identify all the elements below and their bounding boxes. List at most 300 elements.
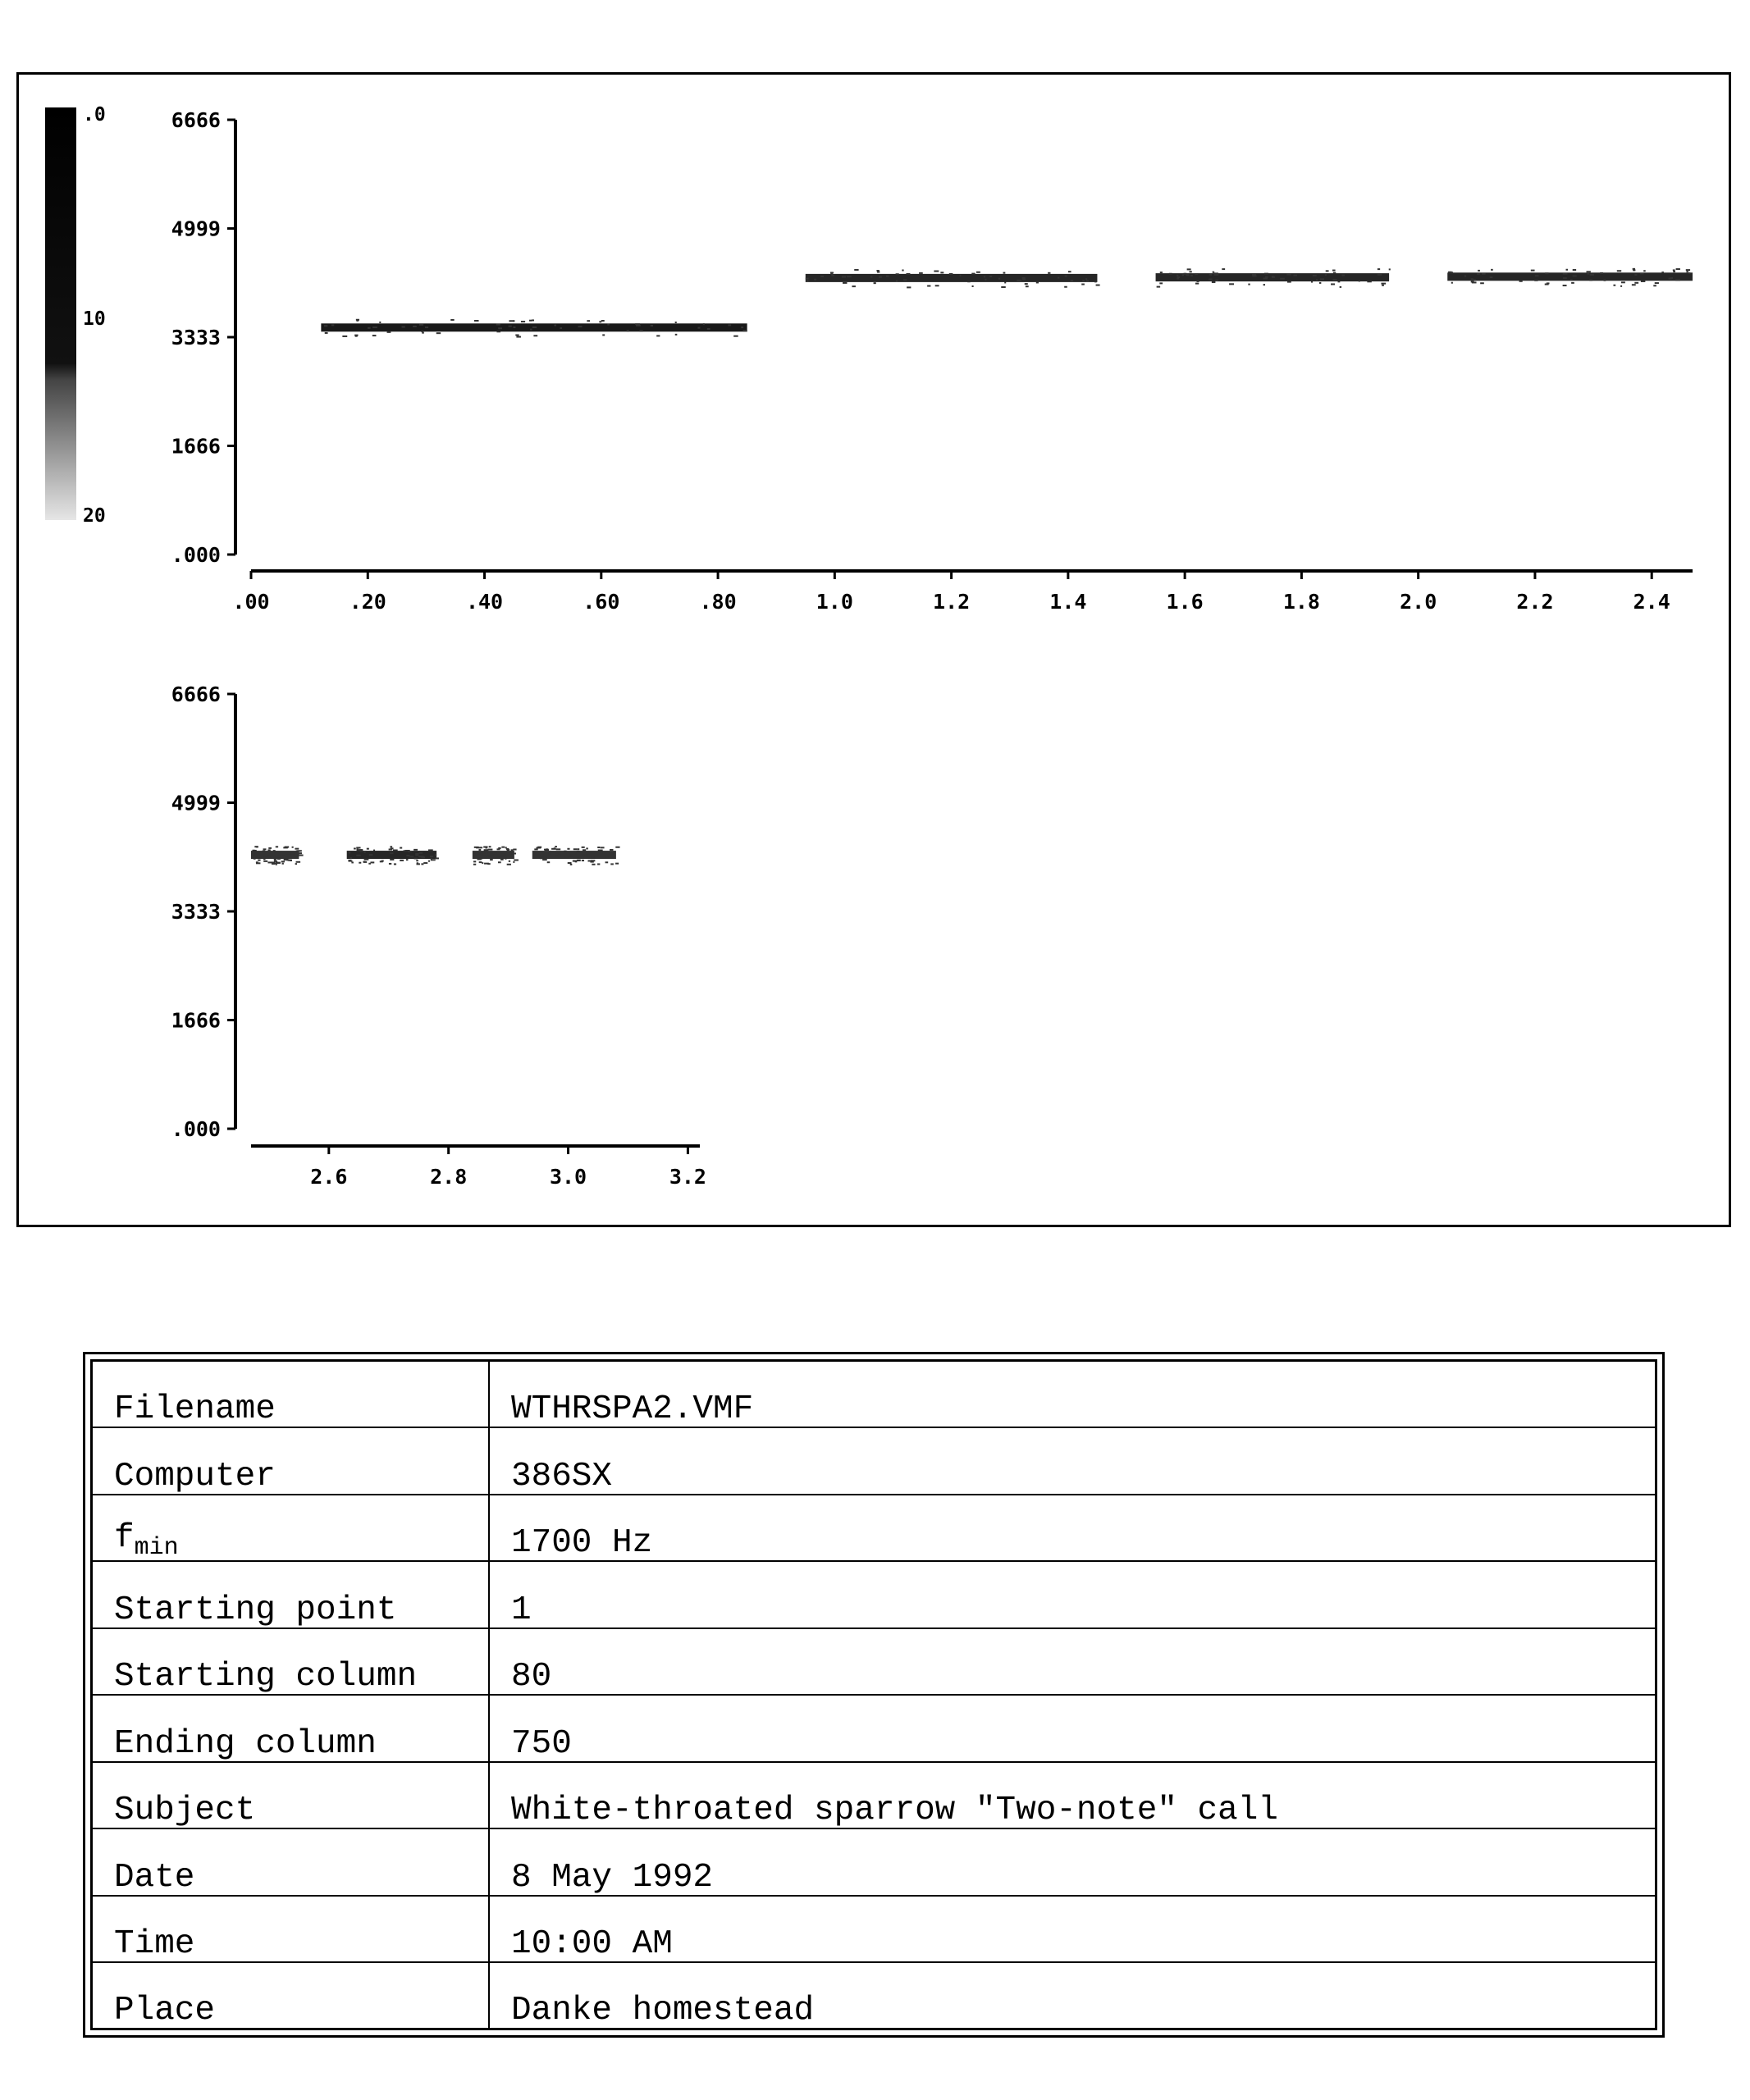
- note-speckle: [536, 847, 541, 849]
- note-speckle: [1534, 280, 1538, 281]
- note-speckle: [487, 849, 492, 851]
- note-speckle: [1600, 272, 1603, 274]
- row-key-time: Time: [92, 1896, 490, 1963]
- note-speckle: [1195, 273, 1198, 275]
- note-speckle: [1085, 278, 1087, 280]
- top-x-tick-label: 1.0: [816, 590, 853, 614]
- note-speckle: [1213, 272, 1215, 273]
- note-speckle: [419, 852, 423, 854]
- note-speckle: [486, 852, 488, 854]
- top-x-tick-label: 2.2: [1516, 590, 1554, 614]
- note-speckle: [567, 848, 569, 850]
- note-speckle: [1287, 281, 1291, 283]
- note-speckle: [428, 861, 430, 862]
- note-speckle: [1229, 283, 1234, 285]
- note-speckle: [1081, 284, 1085, 285]
- note-speckle: [501, 853, 504, 855]
- note-speckle: [1634, 274, 1637, 276]
- note-speckle: [1071, 280, 1074, 281]
- note-speckle: [356, 855, 361, 856]
- row-value-starting-column: 80: [489, 1628, 1656, 1696]
- note-speckle: [879, 276, 882, 278]
- top-x-tick-label: 1.2: [933, 590, 971, 614]
- note-speckle: [267, 861, 272, 863]
- row-value-ending-column: 750: [489, 1695, 1656, 1762]
- note-speckle: [605, 856, 609, 857]
- row-key-computer: Computer: [92, 1427, 490, 1495]
- note-speckle: [473, 861, 476, 862]
- note-speckle: [413, 326, 417, 327]
- row-key-filename: Filename: [92, 1361, 490, 1428]
- note-speckle: [741, 326, 743, 328]
- note-speckle: [814, 279, 816, 281]
- note-speckle: [1214, 274, 1219, 276]
- table-row: [92, 1962, 1656, 2029]
- note-speckle: [534, 848, 537, 850]
- table-row: [92, 1828, 1656, 1896]
- note-speckle: [256, 846, 258, 847]
- note-speckle: [425, 326, 428, 328]
- note-speckle: [1316, 279, 1318, 281]
- note-speckle: [416, 860, 418, 861]
- note-speckle: [268, 847, 272, 849]
- note-speckle: [903, 279, 907, 281]
- note-speckle: [1017, 280, 1021, 281]
- note-speckle: [639, 330, 642, 331]
- note-speckle: [299, 855, 304, 856]
- note-speckle: [675, 334, 678, 336]
- note-speckle: [364, 859, 369, 861]
- note-speckle: [391, 847, 394, 849]
- note-speckle: [1048, 272, 1050, 274]
- top-note-3: [1156, 268, 1391, 288]
- top-y-tick-label: .000: [171, 543, 221, 567]
- note-speckle: [482, 853, 485, 855]
- bottom-x-tick-label: 2.8: [430, 1165, 468, 1189]
- note-speckle: [430, 856, 433, 857]
- note-speckle: [282, 863, 284, 865]
- note-speckle: [286, 859, 289, 861]
- note-speckle: [707, 328, 711, 330]
- note-speckle: [1464, 276, 1466, 277]
- note-speckle: [373, 850, 375, 851]
- note-speckle: [1641, 281, 1645, 282]
- row-key-fmin: [92, 1495, 490, 1562]
- spectrogram-panel-top: [171, 108, 1693, 614]
- note-speckle: [874, 282, 876, 284]
- note-speckle: [369, 854, 373, 856]
- note-speckle: [1082, 280, 1085, 281]
- note-speckle: [733, 336, 738, 337]
- note-speckle: [514, 859, 519, 861]
- note-speckle: [542, 859, 547, 861]
- row-value-subject: White-throated sparrow "Two-note" call: [489, 1762, 1656, 1829]
- note-speckle: [507, 864, 511, 865]
- note-speckle: [421, 863, 423, 865]
- note-speckle: [1472, 281, 1477, 283]
- note-speckle: [419, 324, 423, 326]
- note-speckle: [1169, 273, 1172, 275]
- note-speckle: [1177, 275, 1178, 276]
- note-speckle: [406, 855, 409, 856]
- note-speckle: [1620, 285, 1622, 287]
- note-speckle: [1589, 274, 1593, 276]
- note-speckle: [254, 858, 256, 860]
- table-row: [92, 1628, 1656, 1696]
- note-speckle: [513, 326, 515, 328]
- note-speckle: [569, 856, 572, 857]
- note-speckle: [1613, 285, 1615, 286]
- note-speckle: [1065, 275, 1067, 276]
- note-speckle: [587, 860, 592, 861]
- note-speckle: [493, 851, 495, 853]
- note-speckle: [1190, 275, 1193, 276]
- note-speckle: [516, 336, 521, 338]
- top-x-tick-label: .80: [699, 590, 737, 614]
- note-speckle: [296, 861, 301, 863]
- spectrogram-figure: [16, 72, 1731, 1227]
- note-speckle: [473, 853, 475, 855]
- note-speckle: [349, 852, 351, 854]
- note-speckle: [418, 856, 423, 857]
- table-row: [92, 1495, 1656, 1562]
- note-speckle: [540, 857, 542, 859]
- note-speckle: [379, 322, 381, 323]
- note-speckle: [597, 847, 600, 848]
- note-speckle: [488, 855, 491, 856]
- note-speckle: [1640, 272, 1644, 274]
- note-speckle: [1177, 277, 1179, 279]
- row-key-place: Place: [92, 1962, 490, 2029]
- row-key-ending-column: Ending column: [92, 1695, 490, 1762]
- note-speckle: [400, 847, 402, 849]
- legend-label-0: .0: [83, 104, 106, 126]
- top-x-tick-label: 2.0: [1400, 590, 1437, 614]
- note-speckle: [586, 847, 588, 849]
- note-speckle: [1332, 270, 1336, 272]
- note-speckle: [387, 331, 391, 333]
- note-speckle: [902, 269, 903, 271]
- note-speckle: [610, 863, 614, 865]
- note-speckle: [478, 849, 481, 851]
- row-value-place: Danke homestead: [489, 1962, 1656, 2029]
- note-speckle: [295, 848, 299, 850]
- note-speckle: [615, 863, 619, 865]
- note-speckle: [1686, 271, 1688, 272]
- note-speckle: [556, 848, 561, 850]
- note-speckle: [482, 862, 483, 864]
- note-speckle: [372, 326, 377, 328]
- note-speckle: [831, 275, 834, 276]
- table-row: [92, 1695, 1656, 1762]
- bottom-note-2: [347, 846, 439, 865]
- note-speckle: [1036, 281, 1039, 283]
- note-speckle: [1621, 281, 1625, 283]
- row-value-starting-point: 1: [489, 1561, 1656, 1628]
- note-speckle: [533, 335, 537, 336]
- note-speckle: [703, 323, 705, 325]
- note-speckle: [554, 847, 555, 849]
- note-speckle: [277, 862, 281, 864]
- note-speckle: [1490, 276, 1493, 278]
- bottom-note-4: [532, 846, 620, 865]
- note-speckle: [1263, 284, 1265, 285]
- note-speckle: [1209, 274, 1213, 276]
- note-speckle: [486, 847, 487, 849]
- note-speckle: [1643, 270, 1645, 272]
- note-speckle: [1280, 278, 1285, 280]
- fmin-symbol: f: [114, 1518, 135, 1557]
- bottom-x-tick-label: 3.2: [669, 1165, 706, 1189]
- note-speckle: [509, 326, 512, 327]
- note-speckle: [1634, 282, 1638, 284]
- note-speckle: [1338, 281, 1341, 282]
- note-speckle: [1096, 285, 1100, 286]
- note-speckle: [476, 847, 481, 848]
- note-speckle: [1190, 271, 1192, 272]
- note-speckle: [263, 861, 267, 862]
- note-speckle: [511, 849, 514, 851]
- note-speckle: [1212, 281, 1216, 283]
- note-speckle: [1209, 279, 1212, 281]
- note-speckle: [1004, 281, 1006, 283]
- note-speckle: [1571, 282, 1574, 284]
- note-speckle: [1378, 268, 1380, 270]
- note-speckle: [414, 849, 418, 851]
- bottom-y-tick-label: .000: [171, 1117, 221, 1141]
- note-speckle: [435, 857, 438, 859]
- note-speckle: [1186, 274, 1190, 276]
- row-key-starting-point: Starting point: [92, 1561, 490, 1628]
- spectrogram-canvas: [19, 75, 1729, 1225]
- note-speckle: [598, 850, 603, 851]
- note-speckle: [940, 272, 944, 273]
- note-speckle: [1058, 277, 1059, 279]
- note-core: [806, 274, 1098, 282]
- note-speckle: [282, 855, 285, 856]
- note-speckle: [390, 859, 394, 861]
- note-speckle: [252, 856, 256, 858]
- note-speckle: [1320, 278, 1324, 280]
- note-speckle: [474, 320, 479, 322]
- note-speckle: [370, 861, 374, 863]
- note-speckle: [272, 863, 275, 865]
- note-speckle: [356, 320, 359, 322]
- row-value-computer: 386SX: [489, 1427, 1656, 1495]
- note-speckle: [414, 857, 418, 859]
- row-value-time: 10:00 AM: [489, 1896, 1656, 1963]
- note-speckle: [1563, 285, 1567, 286]
- note-speckle: [254, 850, 257, 851]
- note-speckle: [555, 854, 559, 856]
- spectrogram-panel-bottom: [171, 682, 706, 1189]
- note-speckle: [1265, 276, 1268, 278]
- note-speckle: [1215, 280, 1218, 281]
- note-speckle: [1655, 282, 1659, 284]
- note-speckle: [601, 847, 605, 848]
- note-speckle: [495, 856, 499, 857]
- note-speckle: [558, 854, 560, 856]
- top-x-tick-label: 2.4: [1633, 590, 1670, 614]
- note-speckle: [1686, 269, 1690, 271]
- note-speckle: [281, 861, 285, 862]
- row-key-subject: Subject: [92, 1762, 490, 1829]
- note-speckle: [1545, 272, 1548, 274]
- table-row: [92, 1762, 1656, 1829]
- top-note-2: [806, 269, 1100, 288]
- note-speckle: [1286, 274, 1291, 276]
- note-speckle: [493, 853, 496, 855]
- note-speckle: [267, 849, 270, 851]
- note-speckle: [1003, 272, 1006, 274]
- note-speckle: [843, 282, 847, 284]
- note-speckle: [292, 847, 294, 848]
- note-speckle: [415, 855, 418, 856]
- note-speckle: [906, 273, 910, 275]
- note-speckle: [573, 848, 578, 850]
- note-speckle: [1675, 279, 1680, 281]
- note-speckle: [480, 847, 482, 848]
- note-speckle: [274, 859, 276, 861]
- note-speckle: [263, 858, 265, 860]
- note-speckle: [1331, 283, 1335, 285]
- top-note-4: [1447, 268, 1693, 287]
- note-speckle: [473, 864, 476, 865]
- top-x-tick-label: 1.4: [1049, 590, 1087, 614]
- note-speckle: [582, 860, 584, 861]
- note-speckle: [394, 863, 396, 865]
- note-speckle: [1196, 281, 1199, 282]
- note-speckle: [428, 849, 433, 851]
- note-speckle: [1563, 273, 1568, 275]
- recording-info-table: [90, 1359, 1657, 2030]
- note-speckle: [276, 846, 278, 847]
- note-speckle: [1157, 286, 1160, 288]
- note-speckle: [277, 858, 281, 860]
- note-speckle: [1480, 282, 1484, 284]
- note-speckle: [896, 273, 899, 275]
- note-speckle: [359, 862, 361, 864]
- top-y-tick-label: 6666: [171, 108, 221, 132]
- table-row: [92, 1561, 1656, 1628]
- note-speckle: [854, 269, 858, 271]
- note-speckle: [331, 324, 334, 326]
- note-speckle: [1448, 272, 1453, 273]
- note-speckle: [959, 275, 961, 276]
- note-speckle: [656, 335, 660, 336]
- note-speckle: [582, 847, 585, 848]
- note-speckle: [1587, 273, 1589, 275]
- note-speckle: [907, 286, 911, 288]
- note-speckle: [521, 321, 525, 322]
- note-speckle: [1632, 284, 1636, 285]
- note-speckle: [1519, 281, 1523, 282]
- note-speckle: [1333, 272, 1336, 274]
- table-row: [92, 1361, 1656, 1428]
- note-speckle: [1566, 269, 1568, 271]
- note-speckle: [1313, 275, 1317, 276]
- note-speckle: [530, 329, 532, 331]
- note-speckle: [1617, 270, 1621, 272]
- note-speckle: [985, 279, 986, 281]
- row-value-date: 8 May 1992: [489, 1828, 1656, 1896]
- note-speckle: [1001, 286, 1005, 288]
- note-speckle: [274, 861, 277, 862]
- note-speckle: [554, 325, 556, 326]
- note-speckle: [852, 285, 855, 287]
- note-speckle: [742, 330, 747, 331]
- row-value-fmin: 1700 Hz: [489, 1495, 1656, 1562]
- note-speckle: [592, 864, 595, 865]
- note-speckle: [409, 856, 414, 857]
- row-key-starting-column: Starting column: [92, 1628, 490, 1696]
- note-speckle: [1451, 282, 1453, 284]
- note-speckle: [389, 863, 391, 865]
- note-speckle: [500, 859, 504, 861]
- note-speckle: [560, 327, 562, 329]
- note-speckle: [675, 322, 677, 323]
- note-speckle: [545, 849, 549, 851]
- note-speckle: [586, 854, 588, 856]
- note-speckle: [479, 858, 482, 860]
- note-speckle: [295, 863, 297, 865]
- note-speckle: [587, 320, 590, 322]
- note-speckle: [513, 849, 516, 851]
- note-speckle: [288, 857, 290, 859]
- note-speckle: [390, 846, 392, 847]
- note-speckle: [436, 332, 441, 334]
- note-speckle: [1195, 283, 1199, 285]
- note-speckle: [697, 327, 700, 329]
- note-speckle: [1294, 275, 1298, 276]
- note-speckle: [498, 327, 502, 329]
- note-speckle: [1319, 282, 1321, 284]
- fmin-subscript: min: [134, 1534, 179, 1562]
- note-speckle: [1025, 283, 1028, 285]
- note-speckle: [989, 276, 992, 277]
- note-speckle: [971, 273, 975, 275]
- note-speckle: [602, 334, 605, 336]
- note-speckle: [573, 856, 578, 858]
- table-row: [92, 1896, 1656, 1963]
- top-x-tick-label: .40: [465, 590, 504, 614]
- note-speckle: [1661, 272, 1664, 273]
- note-speckle: [1325, 274, 1327, 276]
- note-speckle: [1563, 277, 1567, 279]
- note-speckle: [296, 850, 300, 851]
- note-speckle: [350, 857, 352, 859]
- bottom-note-3: [473, 846, 519, 865]
- note-speckle: [577, 860, 581, 861]
- note-speckle: [976, 272, 980, 273]
- note-speckle: [298, 852, 302, 854]
- note-speckle: [285, 847, 290, 848]
- note-speckle: [1382, 285, 1384, 286]
- top-y-tick-label: 1666: [171, 434, 221, 459]
- row-key-date: Date: [92, 1828, 490, 1896]
- recording-info: [83, 1352, 1665, 2038]
- note-speckle: [1094, 281, 1097, 282]
- note-speckle: [570, 864, 573, 865]
- note-speckle: [599, 321, 601, 322]
- note-speckle: [820, 276, 824, 277]
- note-speckle: [972, 285, 974, 287]
- note-speckle: [267, 856, 270, 857]
- legend-label-20: 20: [83, 505, 106, 527]
- note-speckle: [498, 847, 500, 849]
- note-speckle: [256, 862, 260, 864]
- note-speckle: [935, 285, 939, 286]
